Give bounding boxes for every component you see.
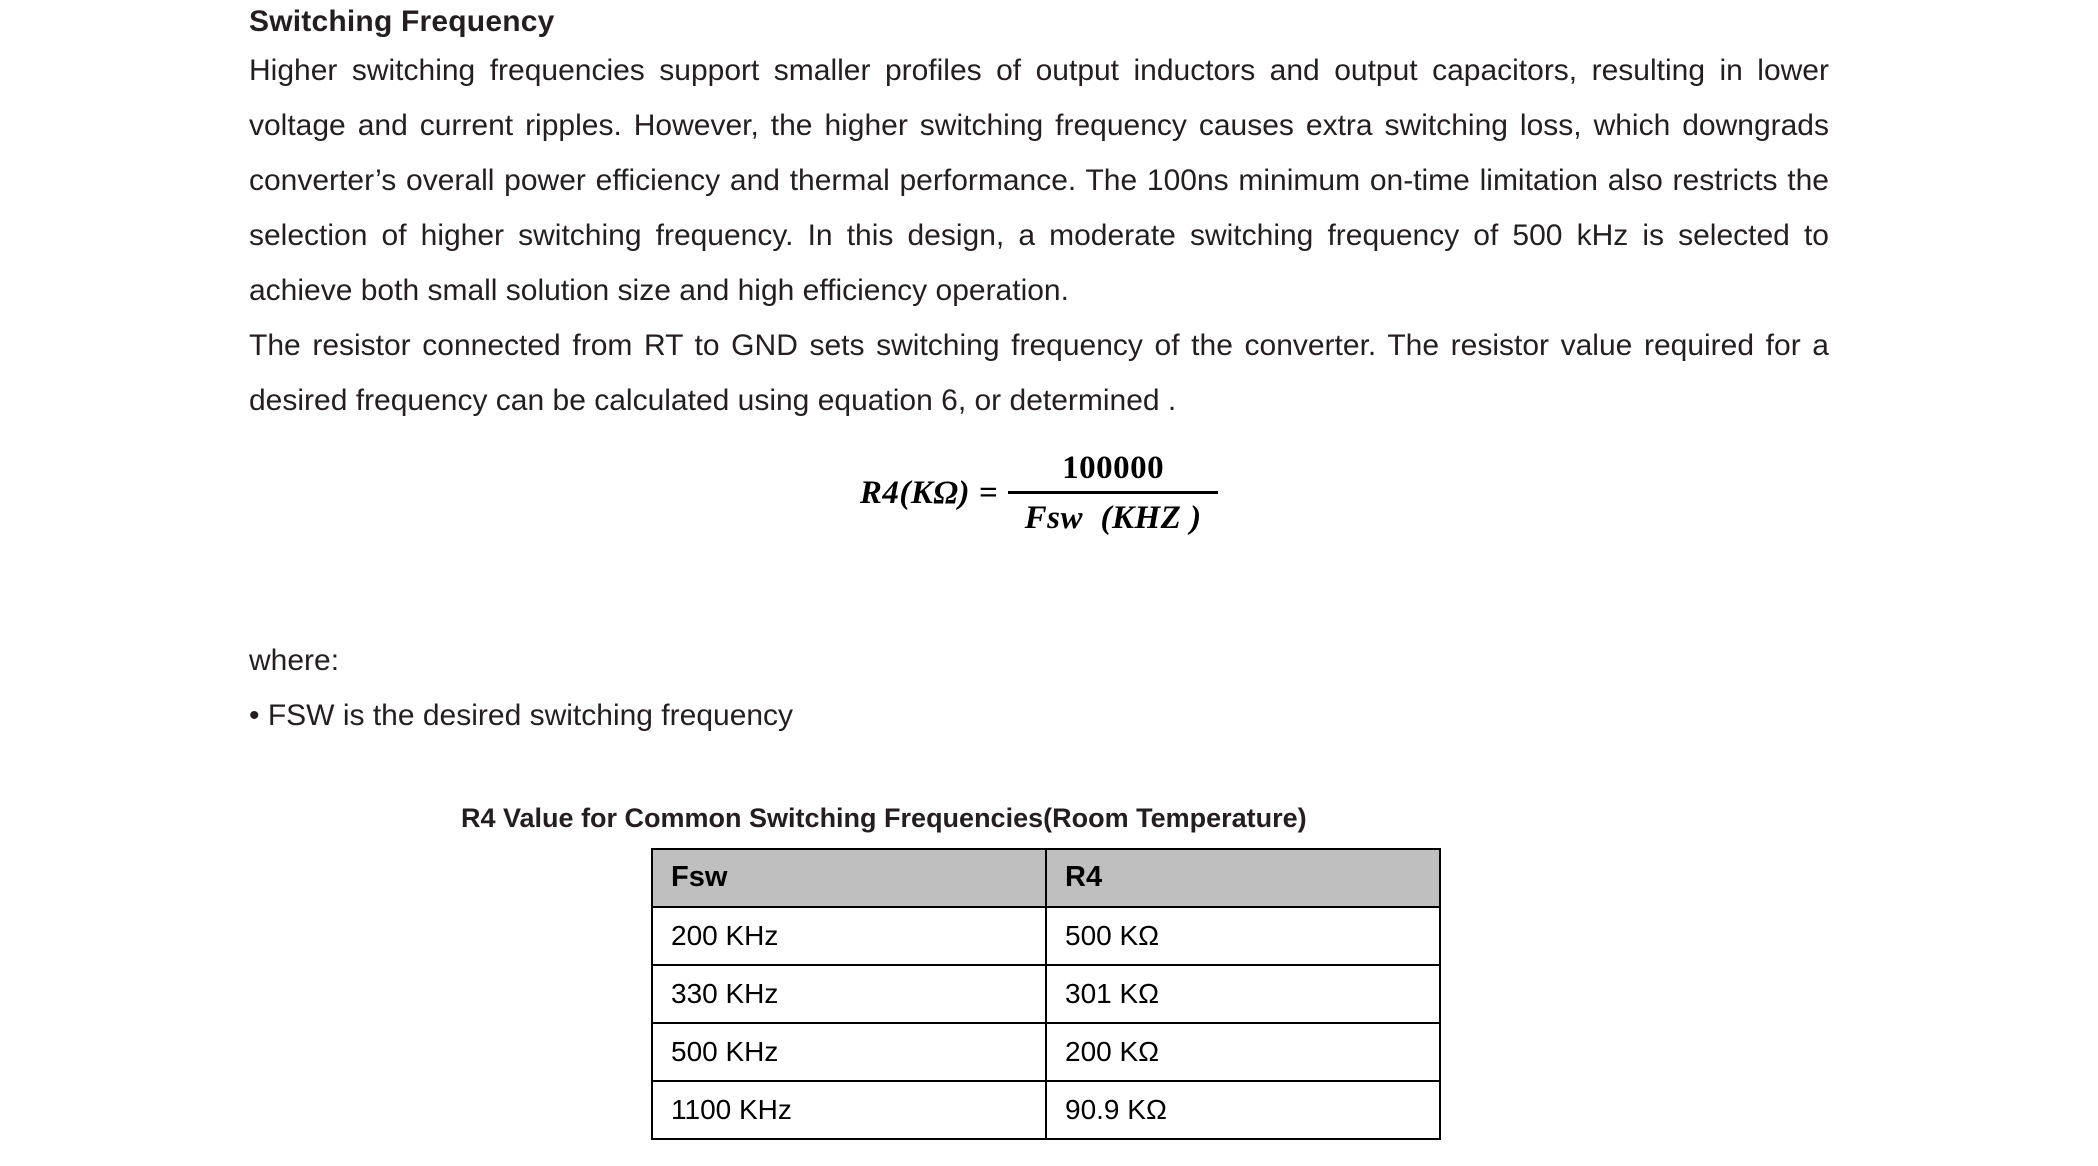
equation-numerator: 100000 (1062, 449, 1165, 486)
equation-left-side: R4(KΩ) = (859, 474, 999, 511)
bullet-item-fsw: • FSW is the desired switching frequency (249, 698, 794, 732)
r4-table-section (461, 802, 1307, 1140)
paragraph-rt-resistor: The resistor connected from RT to GND sets switching frequency of the converter. The resistor value required for a desired frequency can be calculated using equation 6, or determined . (249, 328, 1829, 417)
table-header-row (652, 849, 1440, 907)
table-title: R4 Value for Common Switching Frequencies(Room Temperature) (461, 802, 1307, 833)
cell-r4: 301 KΩ (1046, 965, 1440, 1023)
r4-value-table (651, 848, 1441, 1140)
table-row (652, 965, 1440, 1023)
where-block (249, 633, 1849, 743)
cell-fsw: 500 KHz (652, 1023, 1046, 1081)
equation-r4 (249, 450, 1829, 537)
column-header-fsw: Fsw (652, 849, 1046, 907)
document-content (249, 0, 1849, 1140)
column-header-r4: R4 (1046, 849, 1440, 907)
page-title: Switching Frequency (249, 5, 555, 38)
cell-r4: 500 KΩ (1046, 907, 1440, 965)
cell-r4: 200 KΩ (1046, 1023, 1440, 1081)
paragraph-switching-frequency-overview: Higher switching frequencies support smaller profiles of output inductors and output capacitors, resulting in lower voltage and current ripples. However, the higher switching frequency causes extra switching loss, which downgrads converter’s overall power efficiency and thermal performance. The 100ns minimum on-time limitation also restricts the selection of higher switching frequency. In this design, a moderate switching frequency of 500 kHz is selected to achieve both small solution size and high efficiency operation. (249, 53, 1829, 307)
equation-fraction (1008, 450, 1218, 537)
table-row (652, 1023, 1440, 1081)
equation-denominator: Fsw (KHZ ) (1024, 499, 1202, 536)
cell-fsw: 200 KHz (652, 907, 1046, 965)
equation-inner (860, 450, 1218, 537)
cell-fsw: 330 KHz (652, 965, 1046, 1023)
table-row (652, 907, 1440, 965)
cell-fsw: 1100 KHz (652, 1081, 1046, 1139)
table-row (652, 1081, 1440, 1139)
cell-r4: 90.9 KΩ (1046, 1081, 1440, 1139)
where-label: where: (249, 643, 340, 677)
